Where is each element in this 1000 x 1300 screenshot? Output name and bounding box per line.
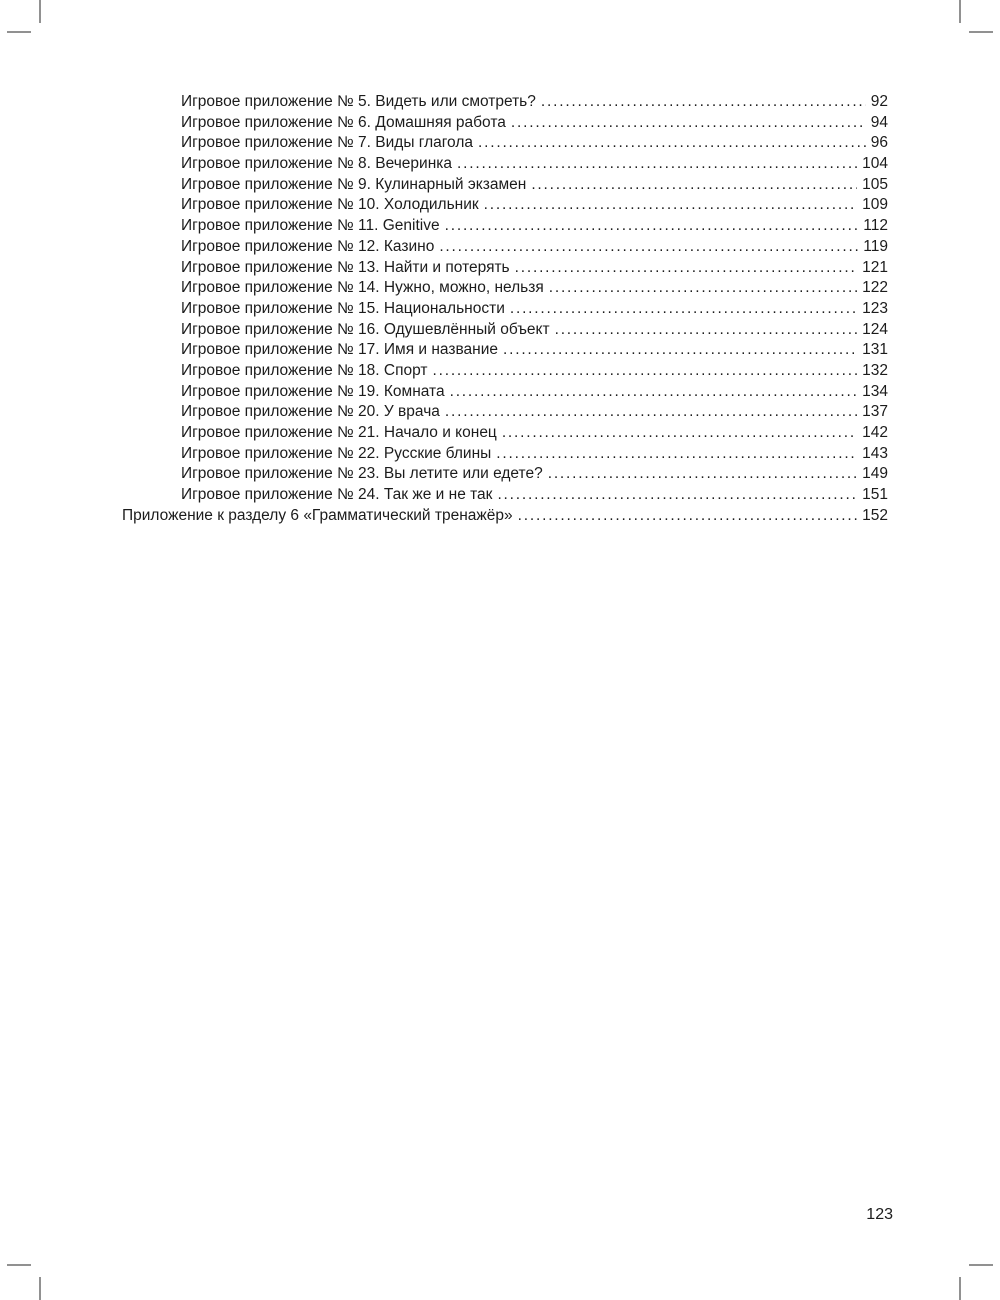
toc-entry: [122, 238, 888, 259]
toc-entry: [122, 155, 888, 176]
toc-entry-page: 137: [862, 403, 888, 421]
crop-mark-top-left-vertical: [39, 0, 41, 23]
toc-entry-page: 151: [862, 486, 888, 504]
toc-entry-page: 152: [862, 506, 888, 524]
crop-mark-top-right-horizontal: [969, 31, 993, 33]
toc-entry-label: Игровое приложение № 21. Начало и конец: [181, 424, 497, 441]
toc-leader-dots: [496, 445, 857, 463]
toc-entry: [122, 300, 888, 321]
crop-mark-bottom-left-vertical: [39, 1277, 41, 1300]
crop-mark-bottom-right-horizontal: [969, 1264, 993, 1266]
toc-entry-label: Игровое приложение № 7. Виды глагола: [181, 134, 474, 152]
toc-leader-dots: [531, 176, 857, 194]
toc-leader-dots: [555, 321, 858, 339]
toc-leader-dots: [518, 507, 857, 525]
toc-entry-label: Игровое приложение № 14. Нужно, можно, нельзя: [181, 279, 544, 297]
toc-entry-label: Игровое приложение № 11. Genitive: [181, 217, 440, 235]
toc-entry-page: 119: [863, 237, 888, 255]
table-of-contents: [122, 93, 888, 527]
toc-entry-page: 104: [862, 155, 888, 173]
toc-entry-label: Игровое приложение № 17. Имя и название: [181, 341, 498, 359]
toc-entry-label: Приложение к разделу 6 «Грамматический тренажёр»: [122, 506, 513, 524]
toc-entry-label: Игровое приложение № 12. Казино: [181, 237, 435, 255]
toc-entry-page: 96: [870, 134, 888, 152]
toc-leader-dots: [511, 114, 866, 132]
toc-leader-dots: [484, 196, 857, 214]
toc-entry: [122, 196, 888, 217]
toc-entry: [122, 445, 888, 466]
toc-entry: [122, 383, 888, 404]
toc-entry-label: Игровое приложение № 24. Так же и не так: [181, 486, 493, 504]
toc-entry-label: Игровое приложение № 18. Спорт: [181, 361, 428, 379]
toc-entry: [122, 321, 888, 342]
toc-leader-dots: [445, 403, 857, 421]
toc-entry-page: 94: [870, 113, 888, 131]
toc-entry-label: Игровое приложение № 9. Кулинарный экзамен: [181, 175, 527, 193]
toc-entry-page: 124: [862, 320, 888, 338]
toc-leader-dots: [502, 424, 857, 442]
toc-entry-label: Игровое приложение № 6. Домашняя работа: [181, 113, 506, 131]
toc-entry-page: 132: [862, 361, 888, 379]
toc-entry-page: 134: [862, 382, 888, 400]
toc-entry-label: Игровое приложение № 13. Найти и потерять: [181, 258, 510, 276]
toc-entry: [122, 424, 888, 445]
toc-entry-page: 131: [862, 341, 888, 359]
toc-entry-page: 143: [862, 444, 888, 462]
page-number: 123: [866, 1206, 893, 1223]
toc-entry-page: 92: [870, 93, 888, 110]
toc-entry-page: 109: [862, 196, 888, 214]
toc-entry: [122, 176, 888, 197]
toc-entry: [122, 134, 888, 155]
toc-leader-dots: [478, 134, 866, 152]
toc-entry-page: 142: [862, 424, 888, 441]
toc-entry: [122, 362, 888, 383]
toc-entry-label: Игровое приложение № 10. Холодильник: [181, 196, 479, 214]
toc-entry-label: Игровое приложение № 8. Вечеринка: [181, 155, 453, 173]
toc-entry: [122, 403, 888, 424]
toc-entry-page: 105: [862, 175, 888, 193]
toc-entry-label: Игровое приложение № 23. Вы летите или едете?: [181, 465, 543, 483]
toc-entry-label: Игровое приложение № 15. Национальности: [181, 299, 505, 317]
toc-entry: [122, 114, 888, 135]
crop-mark-top-right-vertical: [959, 0, 961, 23]
toc-entry-label: Игровое приложение № 16. Одушевлённый объект: [181, 320, 550, 338]
toc-rows: [122, 93, 888, 527]
toc-entry: [122, 507, 888, 528]
toc-entry: [122, 486, 888, 507]
toc-leader-dots: [548, 465, 857, 483]
toc-entry: [122, 259, 888, 280]
toc-entry-page: 121: [862, 258, 888, 276]
crop-mark-bottom-left-horizontal: [7, 1264, 31, 1266]
toc-entry: [122, 279, 888, 300]
toc-entry-page: 149: [862, 465, 888, 483]
toc-entry-label: Игровое приложение № 19. Комната: [181, 382, 445, 400]
toc-leader-dots: [515, 259, 857, 277]
crop-mark-top-left-horizontal: [7, 31, 31, 33]
toc-entry: [122, 217, 888, 238]
toc-entry: [122, 93, 888, 114]
toc-entry-label: Игровое приложение № 22. Русские блины: [181, 444, 492, 462]
toc-entry: [122, 465, 888, 486]
toc-entry-page: 122: [862, 279, 888, 297]
crop-mark-bottom-right-vertical: [959, 1277, 961, 1300]
toc-leader-dots: [457, 155, 857, 173]
toc-leader-dots: [445, 217, 859, 235]
toc-leader-dots: [497, 486, 857, 504]
toc-entry-label: Игровое приложение № 5. Видеть или смотреть?: [181, 93, 536, 110]
toc-entry: [122, 341, 888, 362]
toc-leader-dots: [549, 279, 857, 297]
toc-entry-page: 112: [863, 217, 888, 235]
toc-leader-dots: [450, 383, 858, 401]
toc-leader-dots: [439, 238, 858, 256]
toc-leader-dots: [503, 341, 857, 359]
toc-leader-dots: [541, 93, 866, 111]
toc-leader-dots: [510, 300, 857, 318]
toc-entry-page: 123: [862, 299, 888, 317]
toc-leader-dots: [433, 362, 858, 380]
toc-entry-label: Игровое приложение № 20. У врача: [181, 403, 440, 421]
